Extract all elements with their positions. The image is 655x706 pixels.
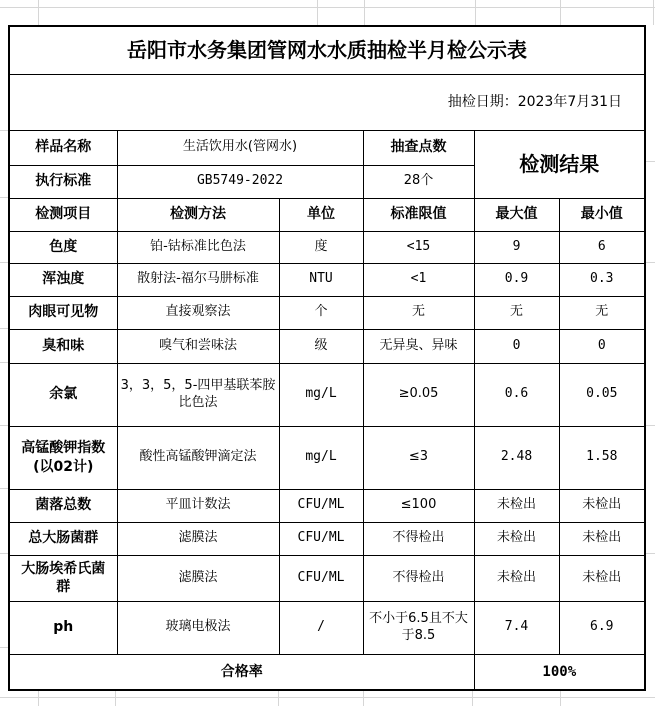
points-value: 28个 bbox=[363, 165, 474, 198]
min-cell: 0.3 bbox=[559, 263, 645, 296]
gridline bbox=[0, 425, 8, 426]
col-header-unit: 单位 bbox=[279, 198, 363, 231]
limit-cell: 不得检出 bbox=[363, 522, 474, 555]
water-quality-table bbox=[8, 25, 646, 691]
table-row bbox=[9, 426, 645, 489]
unit-cell: CFU/ML bbox=[279, 489, 363, 522]
max-cell: 未检出 bbox=[474, 555, 559, 601]
unit-cell: mg/L bbox=[279, 363, 363, 426]
table-row bbox=[9, 329, 645, 363]
unit-cell: 个 bbox=[279, 296, 363, 329]
method-cell: 平皿计数法 bbox=[117, 489, 279, 522]
min-cell: 未检出 bbox=[559, 522, 645, 555]
max-cell: 0.6 bbox=[474, 363, 559, 426]
max-cell: 2.48 bbox=[474, 426, 559, 489]
min-cell: 0 bbox=[559, 329, 645, 363]
unit-cell: CFU/ML bbox=[279, 555, 363, 601]
gridline bbox=[646, 262, 655, 263]
gridline bbox=[0, 130, 8, 131]
gridline bbox=[472, 689, 473, 706]
col-header-method: 检测方法 bbox=[117, 198, 279, 231]
col-header-limit: 标准限值 bbox=[363, 198, 474, 231]
method-cell: 酸性高锰酸钾滴定法 bbox=[117, 426, 279, 489]
sample-info-row bbox=[9, 130, 645, 165]
unit-cell: NTU bbox=[279, 263, 363, 296]
table-footer-section bbox=[9, 654, 645, 690]
gridline bbox=[646, 161, 655, 162]
method-cell: 玻璃电极法 bbox=[117, 601, 279, 654]
title-row bbox=[9, 26, 645, 74]
result-header: 检测结果 bbox=[474, 130, 645, 198]
col-header-min: 最小值 bbox=[559, 198, 645, 231]
max-cell: 0.9 bbox=[474, 263, 559, 296]
limit-cell: <15 bbox=[363, 231, 474, 263]
table-row bbox=[9, 489, 645, 522]
method-cell: 铂-钴标准比色法 bbox=[117, 231, 279, 263]
method-cell: 散射法-福尔马肼标准 bbox=[117, 263, 279, 296]
gridline bbox=[0, 197, 8, 198]
page-title: 岳阳市水务集团管网水水质抽检半月检公示表 bbox=[9, 26, 645, 74]
limit-cell: 无异臭、异味 bbox=[363, 329, 474, 363]
col-header-item: 检测项目 bbox=[9, 198, 117, 231]
limit-cell: ≤3 bbox=[363, 426, 474, 489]
gridline bbox=[38, 689, 39, 706]
points-label: 抽查点数 bbox=[363, 130, 474, 165]
gridline bbox=[317, 0, 318, 25]
table-row bbox=[9, 296, 645, 329]
gridline bbox=[363, 689, 364, 706]
unit-cell: / bbox=[279, 601, 363, 654]
gridline bbox=[475, 0, 476, 25]
method-cell: 滤膜法 bbox=[117, 555, 279, 601]
limit-cell: 不得检出 bbox=[363, 555, 474, 601]
item-cell: 总大肠菌群 bbox=[9, 522, 117, 555]
max-cell: 7.4 bbox=[474, 601, 559, 654]
gridline bbox=[653, 0, 654, 25]
gridline bbox=[0, 488, 8, 489]
limit-cell: 不小于6.5且不大于8.5 bbox=[363, 601, 474, 654]
method-cell: 3，3，5，5-四甲基联苯胺比色法 bbox=[117, 363, 279, 426]
min-cell: 无 bbox=[559, 296, 645, 329]
table-row bbox=[9, 555, 645, 601]
gridline bbox=[560, 0, 561, 25]
data-rows-section bbox=[9, 231, 645, 654]
method-cell: 嗅气和尝味法 bbox=[117, 329, 279, 363]
gridline bbox=[646, 425, 655, 426]
table-row bbox=[9, 263, 645, 296]
item-cell: 浑浊度 bbox=[9, 263, 117, 296]
item-cell: 菌落总数 bbox=[9, 489, 117, 522]
table-row bbox=[9, 363, 645, 426]
pass-rate-row bbox=[9, 654, 645, 690]
min-cell: 6 bbox=[559, 231, 645, 263]
gridline bbox=[364, 0, 365, 25]
limit-cell: ≤100 bbox=[363, 489, 474, 522]
gridline bbox=[0, 362, 8, 363]
sample-name-value: 生活饮用水(管网水) bbox=[117, 130, 363, 165]
sample-name-label: 样品名称 bbox=[9, 130, 117, 165]
standard-value: GB5749-2022 bbox=[117, 165, 363, 198]
pass-rate-value: 100% bbox=[474, 654, 645, 690]
min-cell: 未检出 bbox=[559, 489, 645, 522]
pass-rate-label: 合格率 bbox=[9, 654, 474, 690]
unit-cell: 级 bbox=[279, 329, 363, 363]
limit-cell: 无 bbox=[363, 296, 474, 329]
table-row bbox=[9, 522, 645, 555]
gridline bbox=[38, 0, 39, 25]
item-cell: 高锰酸钾指数(以02计) bbox=[9, 426, 117, 489]
item-cell: 肉眼可见物 bbox=[9, 296, 117, 329]
max-cell: 9 bbox=[474, 231, 559, 263]
gridline bbox=[278, 689, 279, 706]
max-cell: 0 bbox=[474, 329, 559, 363]
method-cell: 滤膜法 bbox=[117, 522, 279, 555]
limit-cell: ≥0.05 bbox=[363, 363, 474, 426]
max-cell: 未检出 bbox=[474, 489, 559, 522]
gridline bbox=[115, 689, 116, 706]
item-cell: ph bbox=[9, 601, 117, 654]
unit-cell: 度 bbox=[279, 231, 363, 263]
min-cell: 6.9 bbox=[559, 601, 645, 654]
max-cell: 未检出 bbox=[474, 522, 559, 555]
max-cell: 无 bbox=[474, 296, 559, 329]
column-header-row bbox=[9, 198, 645, 231]
table-head-section bbox=[9, 26, 645, 231]
item-cell: 臭和味 bbox=[9, 329, 117, 363]
unit-cell: CFU/ML bbox=[279, 522, 363, 555]
gridline bbox=[0, 328, 8, 329]
gridline bbox=[0, 697, 655, 698]
item-cell: 余氯 bbox=[9, 363, 117, 426]
min-cell: 1.58 bbox=[559, 426, 645, 489]
gridline bbox=[0, 647, 8, 648]
item-cell: 大肠埃希氏菌群 bbox=[9, 555, 117, 601]
gridline bbox=[560, 689, 561, 706]
standard-label: 执行标准 bbox=[9, 165, 117, 198]
col-header-max: 最大值 bbox=[474, 198, 559, 231]
gridline bbox=[0, 262, 8, 263]
min-cell: 未检出 bbox=[559, 555, 645, 601]
gridline bbox=[646, 553, 655, 554]
min-cell: 0.05 bbox=[559, 363, 645, 426]
gridline bbox=[0, 553, 8, 554]
inspection-date: 抽检日期：2023年7月31日 bbox=[9, 74, 645, 130]
method-cell: 直接观察法 bbox=[117, 296, 279, 329]
date-row bbox=[9, 74, 645, 130]
table-row bbox=[9, 231, 645, 263]
table-row bbox=[9, 601, 645, 654]
item-cell: 色度 bbox=[9, 231, 117, 263]
gridline bbox=[0, 7, 655, 8]
limit-cell: <1 bbox=[363, 263, 474, 296]
unit-cell: mg/L bbox=[279, 426, 363, 489]
